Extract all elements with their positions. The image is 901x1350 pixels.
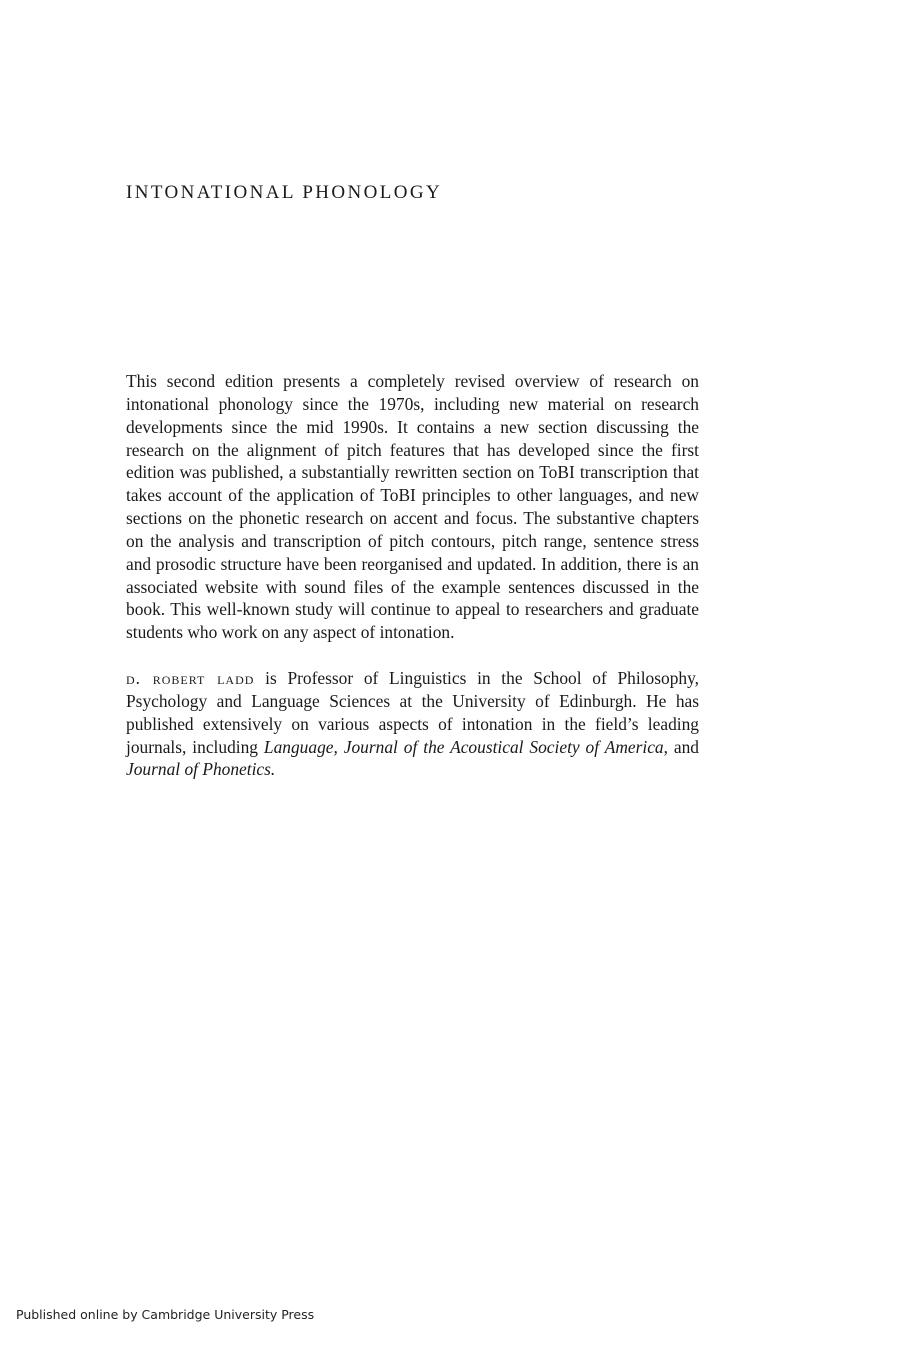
publisher-footer: Published online by Cambridge University Press: [16, 1307, 315, 1322]
journal-connector: , and: [663, 736, 699, 757]
author-name: d. robert ladd: [126, 668, 255, 688]
page-title: INTONATIONAL PHONOLOGY: [126, 182, 443, 203]
journal-list-2: Journal of Phonetics.: [126, 759, 276, 780]
author-bio: [126, 667, 699, 781]
book-description: This second edition presents a completely revised overview of research on intonational phonology since the 1970s, including new material on research developments since the mid 1990s. It contains a new section discussing the research on the alignment of pitch features that has developed since the first edition was published, a substantially rewritten section on ToBI transcription that takes account of the application of ToBI principles to other languages, and new sections on the phonetic research on accent and focus. The substantive chapters on the analysis and transcription of pitch contours, pitch range, sentence stress and prosodic structure have been reorganised and updated. In addition, there is an associated website with sound files of the example sentences discussed in the book. This well-known study will continue to appeal to researchers and graduate students who work on any aspect of intonation.: [126, 371, 699, 643]
author-bio-text: is Professor of Linguistics in the School of Philosophy, Psychology and Language Sciences at the University of Edinburgh. He has published extensively on various aspects of intonation in the field’s leading journals, including: [126, 668, 699, 757]
journal-list-1: Language, Journal of the Acoustical Society of America: [263, 736, 664, 757]
